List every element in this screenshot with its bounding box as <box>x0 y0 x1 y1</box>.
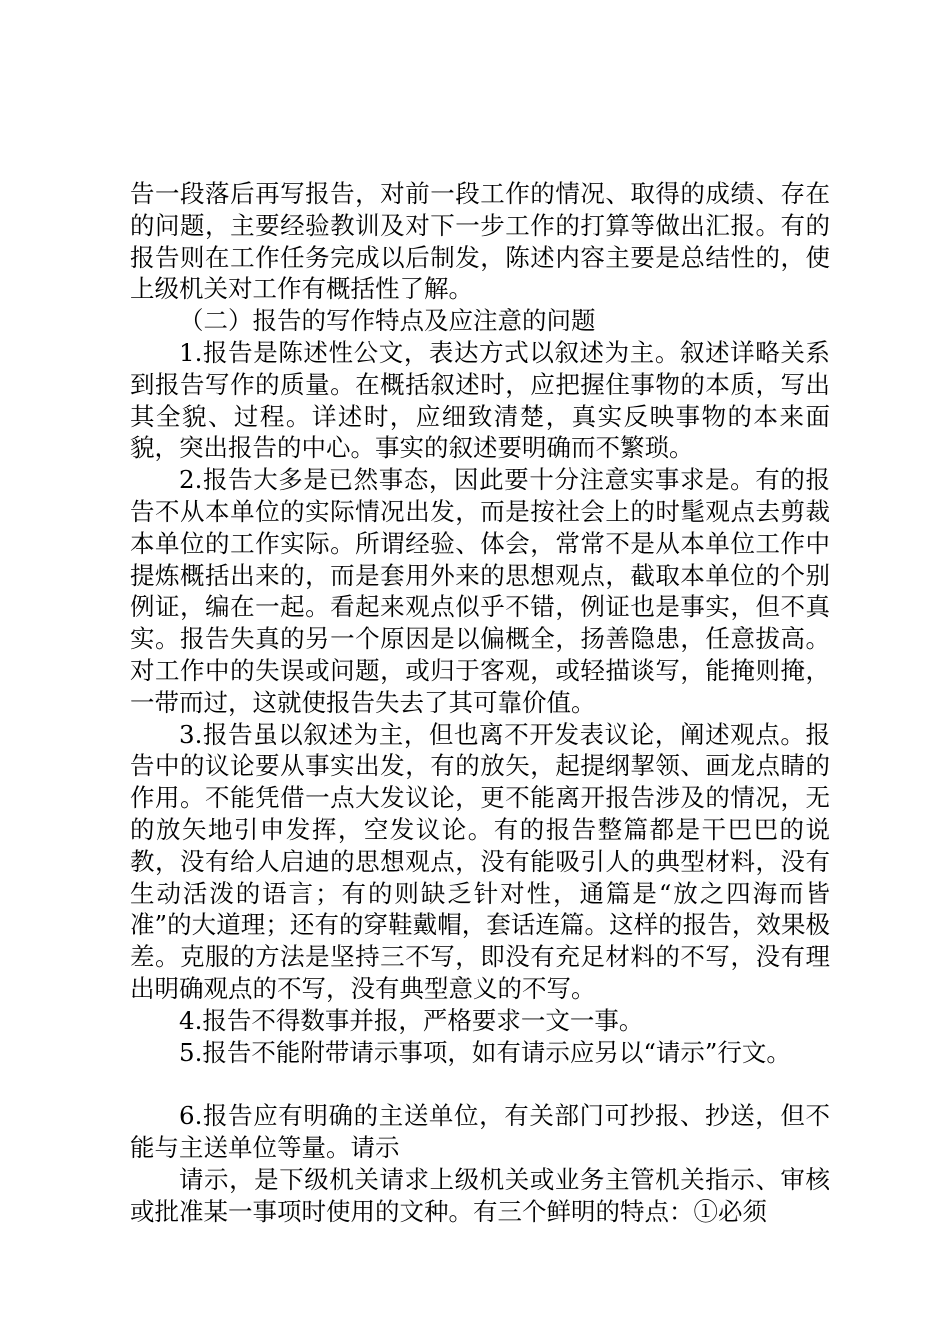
paragraph-request-definition: 请示，是下级机关请求上级机关或业务主管机关指示、审核或批准某一事项时使用的文种。有三个鲜明的特点：①必须 <box>130 1164 830 1226</box>
paragraph-continuation: 告一段落后再写报告，对前一段工作的情况、取得的成绩、存在的问题，主要经验教训及对下一步工作的打算等做出汇报。有的报告则在工作任务完成以后制发，陈述内容主要是总结性的，使上级机关对工作有概括性了解。 <box>130 179 830 304</box>
document-body <box>130 178 830 1227</box>
paragraph-item-1: 1.报告是陈述性公文，表达方式以叙述为主。叙述详略关系到报告写作的质量。在概括叙述时，应把握住事物的本质，写出其全貌、过程。详述时，应细致清楚，真实反映事物的本来面貌，突出报告的中心。事实的叙述要明确而不繁琐。 <box>130 337 830 463</box>
paragraph-item-2: 2.报告大多是已然事态，因此要十分注意实事求是。有的报告不从本单位的实际情况出发，而是按社会上的时髦观点去剪裁本单位的工作实际。所谓经验、体会，常常不是从本单位工作中提炼概括出来的，而是套用外来的思想观点，截取本单位的个别例证，编在一起。看起来观点似乎不错，例证也是事实，但不真实。报告失真的另一个原因是以偏概全，扬善隐患，任意拔高。对工作中的失误或问题，或归于客观，或轻描谈写，能掩则掩，一带而过，这就使报告失去了其可靠价值。 <box>130 465 830 717</box>
paragraph-item-3: 3.报告虽以叙述为主，但也离不开发表议论，阐述观点。报告中的议论要从事实出发，有的放矢，起提纲挈领、画龙点睛的作用。不能凭借一点大发议论，更不能离开报告涉及的情况，无的放矢地引申发挥，空发议论。有的报告整篇都是干巴巴的说教，没有给人启迪的思想观点，没有能吸引人的典型材料，没有生动活泼的语言；有的则缺乏针对性，通篇是“放之四海而皆准”的大道理；还有的穿鞋戴帽，套话连篇。这样的报告，效果极差。克服的方法是坚持三不写，即没有充足材料的不写，没有理出明确观点的不写，没有典型意义的不写。 <box>130 719 830 1003</box>
paragraph-item-5: 5.报告不能附带请示事项，如有请示应另以“请示”行文。 <box>179 1037 791 1067</box>
paragraph-item-6: 6.报告应有明确的主送单位，有关部门可抄报、抄送，但不能与主送单位等量。请示 <box>130 1101 830 1162</box>
paragraph-item-4: 4.报告不得数事并报，严格要求一文一事。 <box>179 1005 644 1035</box>
section-heading: （二）报告的写作特点及应注意的问题 <box>179 306 596 336</box>
